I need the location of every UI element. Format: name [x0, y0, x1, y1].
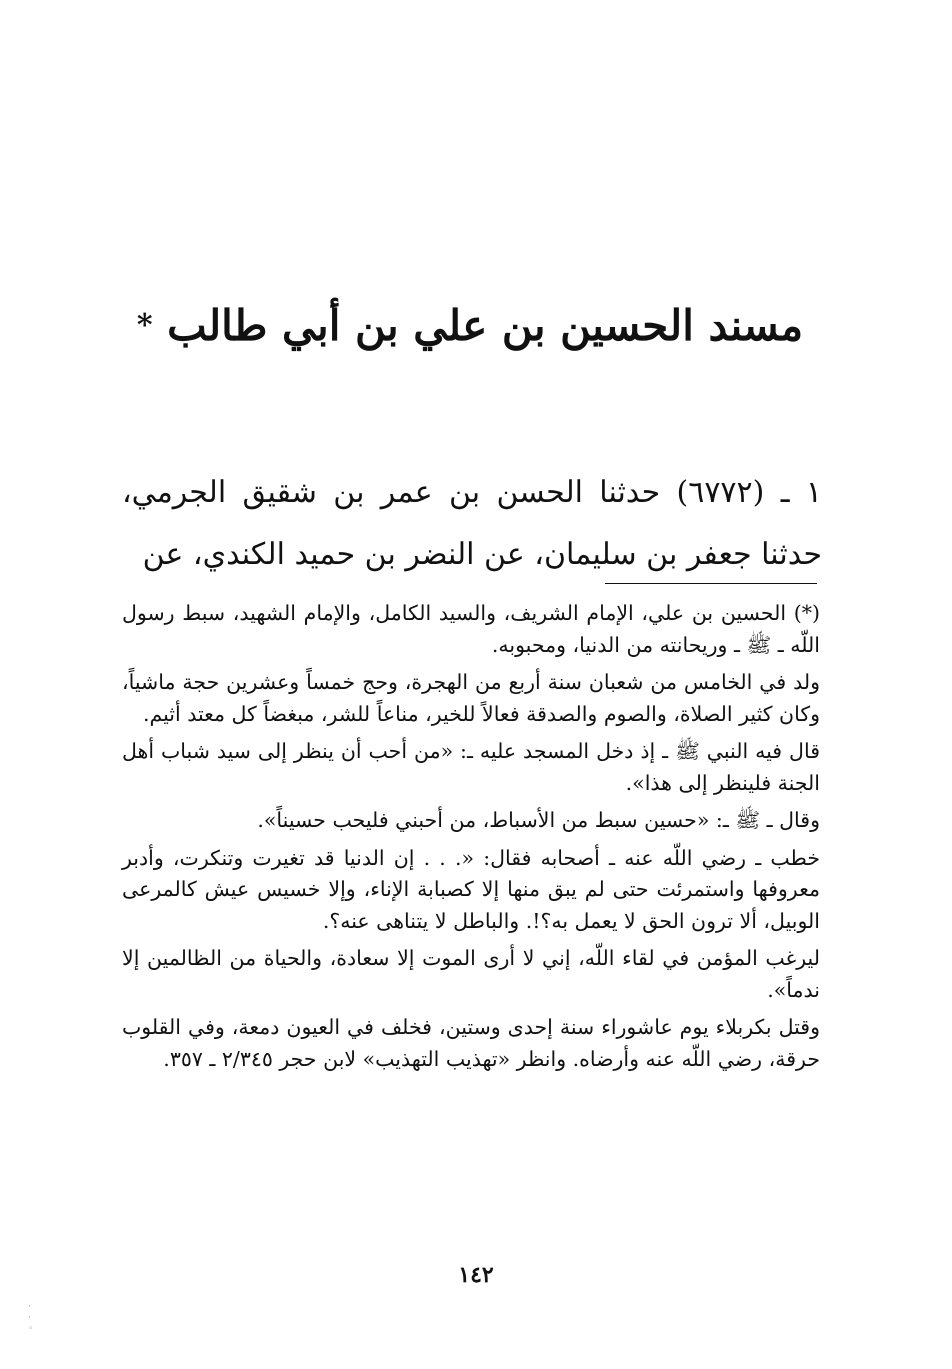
page-title	[110, 296, 830, 356]
page-number: ١٤٢	[458, 1262, 494, 1288]
hadith-paragraph: ١ ـ (٦٧٧٢) حدثنا الحسن بن عمر بن شقيق الجرمي، حدثنا جعفر بن سليمان، عن النضر بن حميد الكندي، عن	[122, 475, 822, 572]
title-footnote-marker: *	[136, 308, 153, 344]
footnote-paragraph: وقال ـ ﷺ ـ: «حسين سبط من الأسباط، من أحبني فليحب حسيناً».	[257, 808, 820, 832]
scan-artifact-icon: · · ◦	[28, 1302, 34, 1334]
footnote-divider	[605, 583, 817, 584]
footnote-paragraph: (*) الحسين بن علي، الإمام الشريف، والسيد الكامل، والإمام الشهيد، سبط رسول اللّه ـ ﷺ ـ وريحانته من الدنيا، ومحبوبه.	[122, 601, 820, 657]
footnotes-section	[122, 598, 820, 1081]
main-hadith-text	[122, 462, 822, 586]
footnote-paragraph: قال فيه النبي ﷺ ـ إذ دخل المسجد عليه ـ: «من أحب أن ينظر إلى سيد شباب أهل الجنة فلينظر إلى هذا».	[122, 739, 820, 795]
title-text: مسند الحسين بن علي بن أبي طالب	[167, 301, 804, 351]
footnote-paragraph: وقتل بكربلاء يوم عاشوراء سنة إحدى وستين، فخلف في العيون دمعة، وفي القلوب حرقة، رضي اللّه عنه وأرضاه. وانظر «تهذيب التهذيب» لابن حجر ٢/٣٤٥ ـ ٣٥٧.	[122, 1015, 820, 1071]
footnote-paragraph: ولد في الخامس من شعبان سنة أربع من الهجرة، وحج خمساً وعشرين حجة ماشياً، وكان كثير الصلاة، والصوم والصدقة فعالاً للخير، مناعاً للشر، مبغضاً كل معتد أثيم.	[122, 670, 820, 726]
footnote-paragraph: ليرغب المؤمن في لقاء اللّه، إني لا أرى الموت إلا سعادة، والحياة من الظالمين إلا ندماً».	[122, 946, 820, 1002]
footnote-paragraph: خطب ـ رضي اللّه عنه ـ أصحابه فقال: «. . . إن الدنيا قد تغيرت وتنكرت، وأدبر معروفها واستمرئت حتى لم يبق منها إلا كصبابة الإناء، وإلا خسيس عيش كالمرعى الوبيل، ألا ترون الحق لا يعمل به؟!. والباطل لا يتناهى عنه؟.	[122, 845, 820, 933]
